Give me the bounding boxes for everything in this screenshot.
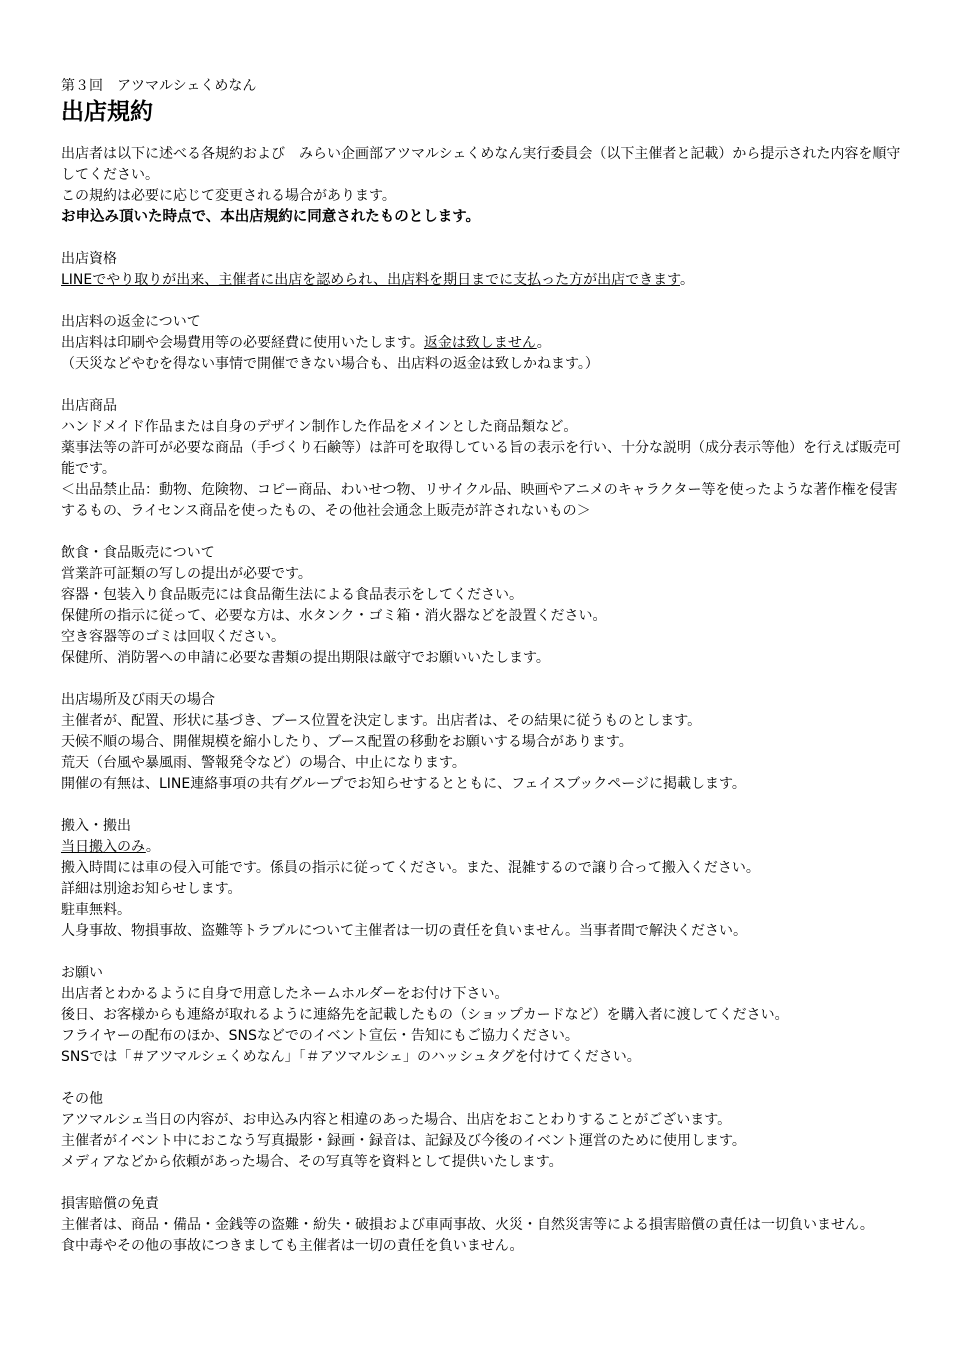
qualification-underlined: LINEでやり取りが出来、主催者に出店を認められ、出店料を期日までに支払った方が出店できます (61, 272, 680, 288)
food-line: 保健所、消防署への申請に必要な書類の提出期限は厳守でお願いいたします。 (61, 650, 550, 666)
loading-line: 搬入時間には車の侵入可能です。係員の指示に従ってください。また、混雑するので譲り合って搬入ください。 (61, 860, 760, 876)
qualification-suffix: 。 (679, 272, 694, 288)
intro-line-2: この規約は必要に応じて変更される場合があります。 (61, 188, 396, 204)
food-line: 空き容器等のゴミは回収ください。 (61, 629, 285, 645)
food-line: 営業許可証類の写しの提出が必要です。 (61, 566, 312, 582)
liability-line: 食中毒やその他の事故につきましても主催者は一切の責任を負いません。 (61, 1238, 524, 1254)
location-line: 天候不順の場合、開催規模を縮小したり、ブース配置の移動をお願いする場合があります。 (61, 734, 633, 750)
products-section (61, 396, 911, 522)
intro-line-1: 出店者は以下に述べる各規約および みらい企画部アツマルシェくめなん実行委員会（以下主催者と記載）から提示された内容を順守してください。 (61, 146, 901, 183)
refund-no-refund: 返金は致しません (423, 335, 537, 351)
refund-text-a: 出店料は印刷や会場費用等の必要経費に使用いたします。 (61, 335, 424, 351)
requests-line: フライヤーの配布のほか、SNSなどでのイベント宣伝・告知にもご協力ください。 (61, 1028, 579, 1044)
section-heading: 出店場所及び雨天の場合 (61, 692, 215, 708)
other-line: メディアなどから依頼があった場合、その写真等を資料として提供いたします。 (61, 1154, 563, 1170)
food-section (61, 543, 911, 669)
requests-section (61, 963, 911, 1068)
location-line: 主催者が、配置、形状に基づき、ブース位置を決定します。出店者は、その結果に従うものとします。 (61, 713, 702, 729)
page-title: 出店規約 (61, 99, 153, 125)
location-section (61, 690, 911, 795)
requests-line: SNSでは「＃アツマルシェくめなん」「＃アツマルシェ」のハッシュタグを付けてください。 (61, 1049, 641, 1065)
section-heading: 出店資格 (61, 251, 117, 267)
refund-section (61, 312, 911, 375)
requests-line: 後日、お客様からも連絡が取れるように連絡先を記載したもの（ショップカードなど）を購入者に渡してください。 (61, 1007, 789, 1023)
document-page (61, 76, 911, 1257)
food-line: 保健所の指示に従って、必要な方は、水タンク・ゴミ箱・消火器などを設置ください。 (61, 608, 607, 624)
liability-line: 主催者は、商品・備品・金銭等の盗難・紛失・破損および車両事故、火災・自然災害等による損害賠償の責任は一切負いません。 (61, 1217, 874, 1233)
refund-text-c: 。 (536, 335, 551, 351)
section-heading: 出店商品 (61, 398, 117, 414)
refund-note: （天災などやむを得ない事情で開催できない場合も、出店料の返金は致しかねます。） (61, 356, 599, 372)
refund-text (61, 333, 911, 354)
loading-line: 人身事故、物損事故、盗難等トラブルについて主催者は一切の責任を負いません。当事者間で解決ください。 (61, 923, 747, 939)
products-line-1: ハンドメイド作品または自身のデザイン制作した作品をメインとした商品類など。 (61, 419, 578, 435)
section-heading: その他 (61, 1091, 103, 1107)
products-line-2: 薬事法等の許可が必要な商品（手づくり石鹸等）は許可を取得している旨の表示を行い、十分な説明（成分表示等他）を行えば販売可能です。 (61, 440, 901, 477)
qualification-section (61, 249, 911, 291)
loading-same-day (61, 837, 911, 858)
qualification-text (61, 270, 911, 291)
section-heading: 搬入・搬出 (61, 818, 131, 834)
loading-section (61, 816, 911, 942)
food-line: 容器・包装入り食品販売には食品衛生法による食品表示をしてください。 (61, 587, 523, 603)
section-heading: 出店料の返金について (61, 314, 201, 330)
other-line: アツマルシェ当日の内容が、お申込み内容と相違のあった場合、出店をおことわりすることがございます。 (61, 1112, 732, 1128)
other-line: 主催者がイベント中におこなう写真撮影・録画・録音は、記録及び今後のイベント運営のために使用します。 (61, 1133, 746, 1149)
loading-same-day-underlined: 当日搬入のみ (61, 839, 146, 855)
intro-agreement: お申込み頂いた時点で、本出店規約に同意されたものとします。 (61, 209, 481, 225)
loading-line: 詳細は別途お知らせします。 (61, 881, 242, 897)
event-subtitle: 第３回 アツマルシェくめなん (61, 78, 257, 94)
section-heading: 飲食・食品販売について (61, 545, 215, 561)
products-line-3: ＜出品禁止品：動物、危険物、コピー商品、わいせつ物、リサイクル品、映画やアニメのキャラクター等を使ったような著作権を侵害するもの、ライセンス商品を使ったもの、その他社会通念上販売が許されないもの＞ (61, 482, 898, 519)
liability-section (61, 1194, 911, 1257)
loading-line: 駐車無料。 (61, 902, 131, 918)
requests-line: 出店者とわかるように自身で用意したネームホルダーをお付け下さい。 (61, 986, 509, 1002)
location-line: 開催の有無は、LINE連絡事項の共有グループでお知らせするとともに、フェイスブックページに掲載します。 (61, 776, 746, 792)
section-heading: お願い (61, 965, 103, 981)
other-section (61, 1089, 911, 1173)
loading-same-day-suffix: 。 (145, 839, 160, 855)
location-line: 荒天（台風や暴風雨、警報発令など）の場合、中止になります。 (61, 755, 466, 771)
section-heading: 損害賠償の免責 (61, 1196, 159, 1212)
intro-section (61, 144, 911, 228)
